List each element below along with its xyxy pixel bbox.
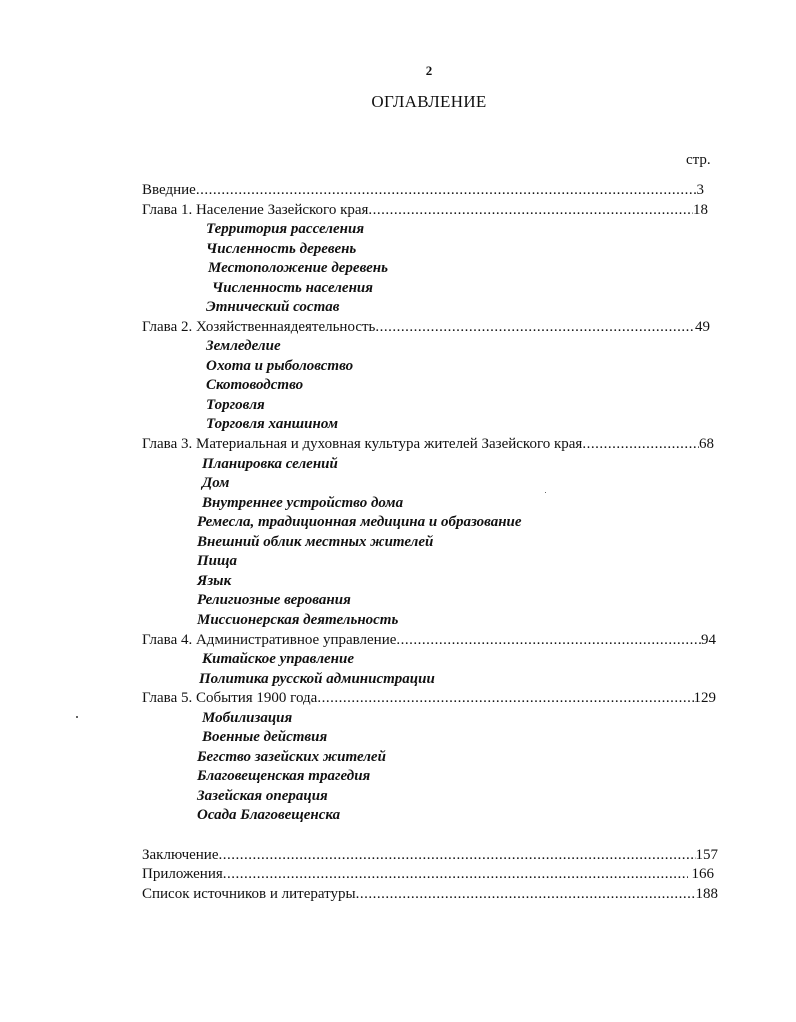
toc-entry-page: 157 (695, 847, 718, 863)
toc-leader-dots (317, 689, 693, 707)
toc-subentry[interactable]: Политика русской администрации (199, 671, 435, 687)
toc-subentry[interactable]: Мобилизация (202, 710, 293, 726)
scan-speck (545, 492, 546, 493)
toc-subentry[interactable]: Бегство зазейских жителей (197, 749, 386, 765)
toc-leader-dots (223, 865, 688, 883)
toc-entry-chapter-1[interactable] (142, 201, 708, 219)
toc-subentry[interactable]: Численность деревень (206, 241, 357, 257)
toc-subentry[interactable]: Религиозные верования (197, 592, 351, 608)
toc-subentry[interactable]: Ремесла, традиционная медицина и образование (197, 514, 522, 530)
toc-entry-chapter-4[interactable] (142, 631, 716, 649)
toc-subentry[interactable]: Планировка селений (202, 456, 338, 472)
toc-entry-page: 129 (693, 690, 716, 706)
toc-entry-chapter-5[interactable] (142, 689, 716, 707)
toc-entry-chapter-2[interactable] (142, 318, 710, 336)
toc-subentry[interactable]: Охота и рыболовство (206, 358, 354, 374)
toc-subentry[interactable]: Язык (197, 573, 232, 589)
toc-entry-page: 188 (695, 886, 718, 902)
scan-speck (76, 716, 78, 718)
toc-entry-page: 68 (699, 436, 714, 452)
toc-subentry[interactable]: Внешний облик местных жителей (197, 534, 434, 550)
toc-entry-page: 166 (687, 866, 714, 882)
toc-entry-chapter-3[interactable] (142, 435, 714, 453)
toc-subentry[interactable]: Местоположение деревень (208, 260, 388, 276)
toc-leader-dots (375, 318, 695, 336)
toc-leader-dots (219, 846, 696, 864)
toc-entry-appendix[interactable] (142, 865, 714, 883)
toc-subentry[interactable]: Дом (202, 475, 230, 491)
toc-entry-page: 3 (696, 182, 704, 198)
toc-entry-label: Глава 3. Материальная и духовная культура жителей Зазейского края (142, 436, 583, 452)
toc-subentry[interactable]: Земледелие (206, 338, 281, 354)
toc-entry-conclusion[interactable] (142, 846, 718, 864)
toc-entry-page: 18 (693, 202, 708, 218)
toc-entry-label: Заключение (142, 847, 219, 863)
toc-leader-dots (356, 885, 696, 903)
toc-subentry[interactable]: Торговля ханшином (206, 416, 339, 432)
toc-entry-page: 49 (695, 319, 710, 335)
toc-entry-label: Глава 5. События 1900 года (142, 690, 318, 706)
toc-subentry[interactable]: Благовещенская трагедия (197, 768, 371, 784)
toc-subentry[interactable]: Китайское управление (202, 651, 355, 667)
toc-subentry[interactable]: Пища (197, 553, 238, 569)
toc-entry-introduction[interactable] (142, 181, 704, 199)
toc-subentry[interactable]: Военные действия (202, 729, 328, 745)
toc-entry-label: Глава 4. Административное управление (142, 632, 397, 648)
toc-entry-page: 94 (701, 632, 716, 648)
toc-entry-sources[interactable] (142, 885, 718, 903)
toc-leader-dots (196, 181, 697, 199)
toc-entry-label: Глава 1. Население Зазейского края (142, 202, 369, 218)
toc-subentry[interactable]: Численность населения (212, 280, 373, 296)
toc-subentry[interactable]: Этнический состав (206, 299, 340, 315)
page-column-label: стр. (686, 152, 711, 168)
toc-subentry[interactable]: Торговля (206, 397, 265, 413)
toc-entry-label: Список источников и литературы (142, 886, 356, 902)
toc-subentry[interactable]: Внутреннее устройство дома (202, 495, 404, 511)
toc-leader-dots (396, 631, 701, 649)
toc-entry-label: Глава 2. Хозяйственнаядеятельность (142, 319, 376, 335)
toc-subentry[interactable]: Миссионерская деятельность (197, 612, 399, 628)
toc-leader-dots (582, 435, 699, 453)
toc-entry-label: Приложения (142, 866, 223, 882)
page-number: 2 (425, 63, 433, 78)
toc-subentry[interactable]: Скотоводство (206, 377, 304, 393)
toc-subentry[interactable]: Территория расселения (206, 221, 365, 237)
toc-subentry[interactable]: Осада Благовещенска (197, 807, 341, 823)
toc-entry-label: Введние (142, 182, 196, 198)
toc-leader-dots (368, 201, 693, 219)
page-title: ОГЛАВЛЕНИЕ (371, 92, 487, 111)
toc-subentry[interactable]: Зазейская операция (197, 788, 328, 804)
